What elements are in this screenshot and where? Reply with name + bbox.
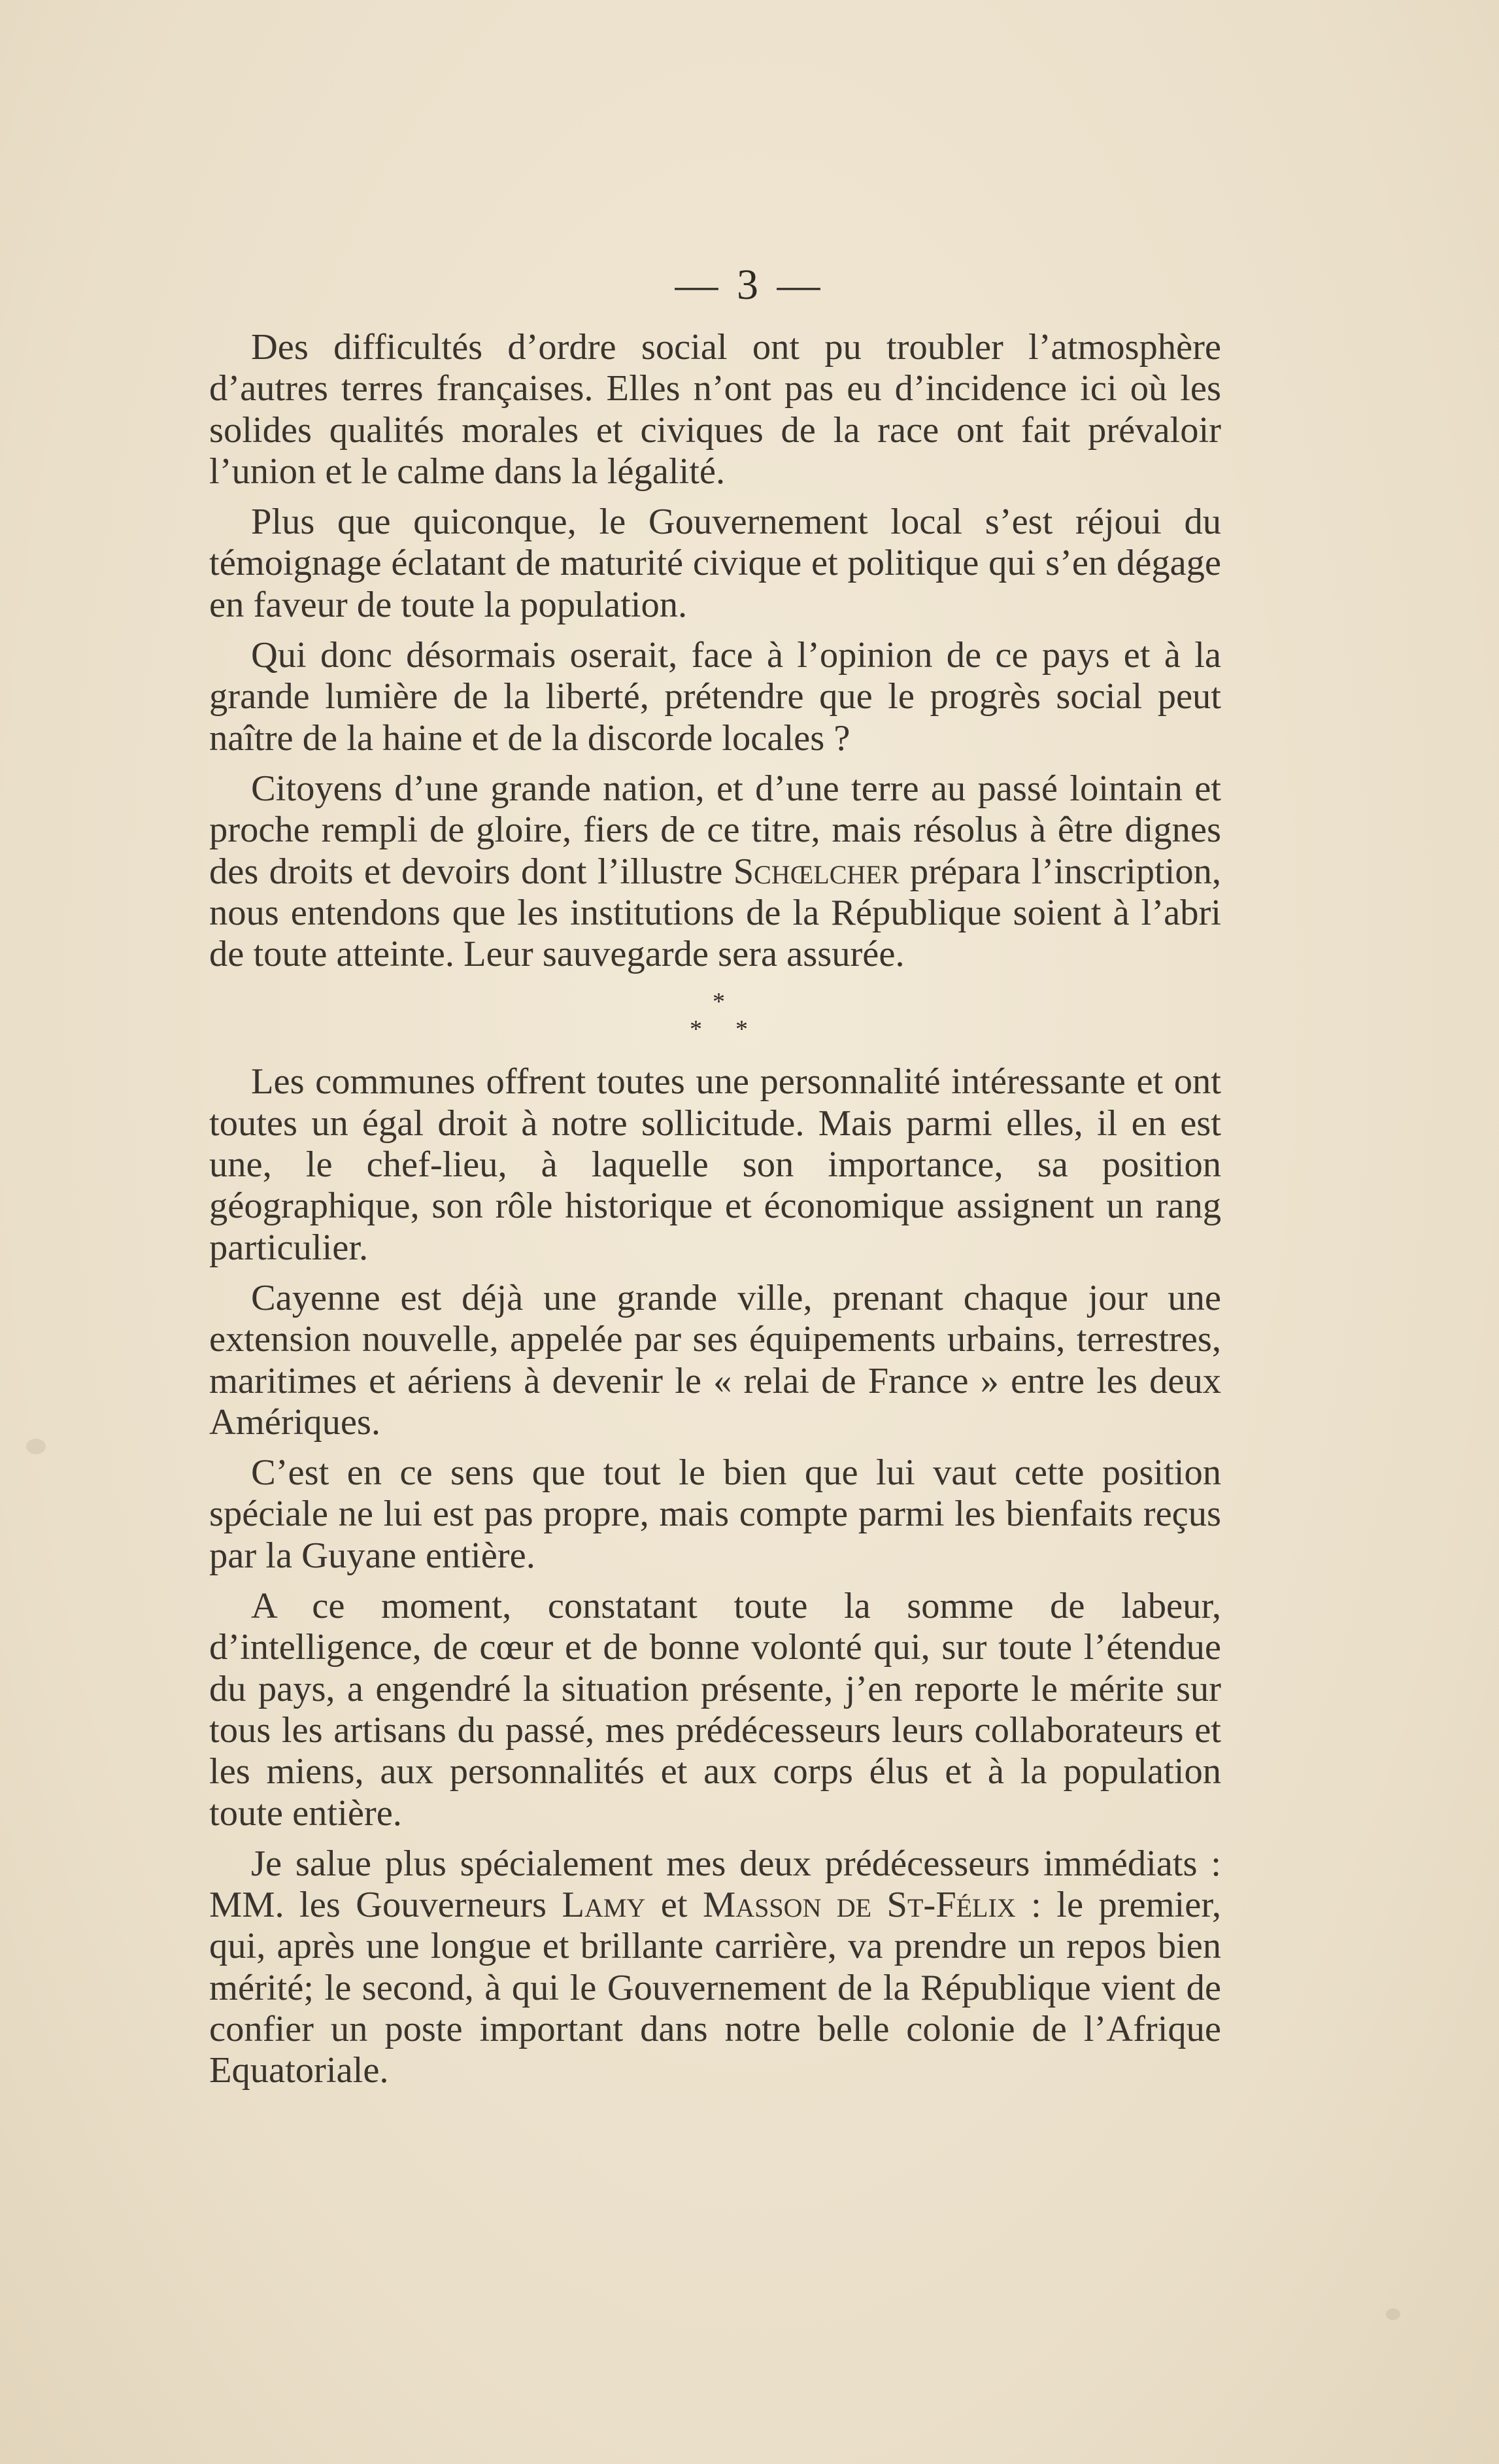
paragraph-opinion: Qui donc désormais oserait, face à l’opinion de ce pays et à la grande lumière de la liberté, prétendre que le progrès social peut naître de la haine et de la discorde locales ?: [209, 635, 1221, 759]
paper-stain: [26, 1439, 46, 1454]
asterism-separator: [209, 984, 1221, 1061]
text-column: [209, 327, 1221, 2101]
paper-stain: [1386, 2308, 1400, 2320]
paragraph-text: Je salue plus spécialement mes deux prédécesseurs immédiats : MM. les Gouverneurs: [209, 1843, 1221, 1926]
paragraph-position-speciale: C’est en ce sens que tout le bien que lui vaut cette position spéciale ne lui est pas propre, mais compte parmi les bienfaits reçus par la Guyane entière.: [209, 1452, 1221, 1576]
paragraph-cayenne: Cayenne est déjà une grande ville, prenant chaque jour une extension nouvelle, appelée par ses équipements urbains, terrestres, maritimes et aériens à devenir le « relai de France » entre les deux Amériques.: [209, 1277, 1221, 1443]
paragraph-text: Citoyens d’une grande nation, et d’une terre au passé lointain et proche rempli de gloire, fiers de ce titre, mais résolus à être dignes des droits et devoirs dont l’illustre: [209, 768, 1221, 892]
paragraph-citoyens: [209, 768, 1221, 975]
name-schoelcher: Schœlcher: [733, 851, 900, 892]
asterism-star: *: [735, 1016, 748, 1044]
paragraph-communes: Les communes offrent toutes une personnalité intéressante et ont toutes un égal droit à notre sollicitude. Mais parmi elles, il en est une, le chef-lieu, à laquelle son importance, sa position géographique, son rôle historique et économique assignent un rang particulier.: [209, 1061, 1221, 1268]
paragraph-gouvernement-local: Plus que quiconque, le Gouvernement local s’est réjoui du témoignage éclatant de maturité civique et politique qui s’en dégage en faveur de toute la population.: [209, 502, 1221, 625]
name-lamy: Lamy: [562, 1885, 646, 1926]
paragraph-text: prépara l’inscription, nous entendons que les institutions de la République soient à l’abri de toute atteinte. Leur sauvegarde sera assurée.: [209, 851, 1222, 975]
paragraph-difficultes: Des difficultés d’ordre social ont pu troubler l’atmosphère d’autres terres françaises. Elles n’ont pas eu d’incidence ici où les solides qualités morales et civiques de la race ont fait prévaloir l’union et le calme dans la légalité.: [209, 327, 1221, 492]
paragraph-predecesseurs: [209, 1843, 1221, 2092]
paragraph-labeur: A ce moment, constatant toute la somme de labeur, d’intelligence, de cœur et de bonne volonté qui, sur toute l’étendue du pays, a engendré la situation présente, j’en reporte le mérite sur tous les artisans du passé, mes prédécesseurs leurs collaborateurs et les miens, aux personnalités et aux corps élus et à la population toute entière.: [209, 1586, 1221, 1834]
asterism-star: *: [713, 988, 725, 1016]
asterism-star: *: [690, 1016, 702, 1044]
paragraph-text: et: [645, 1885, 703, 1926]
name-masson: Masson de St-Félix: [702, 1885, 1016, 1926]
page-number: — 3 —: [675, 261, 824, 309]
paragraph-text: : le premier, qui, après une longue et brillante carrière, va prendre un repos bien mérité; le second, à qui le Gouvernement de la République vient de confier un poste important dans notre belle colonie de l’Afrique Equatoriale.: [209, 1885, 1221, 2091]
